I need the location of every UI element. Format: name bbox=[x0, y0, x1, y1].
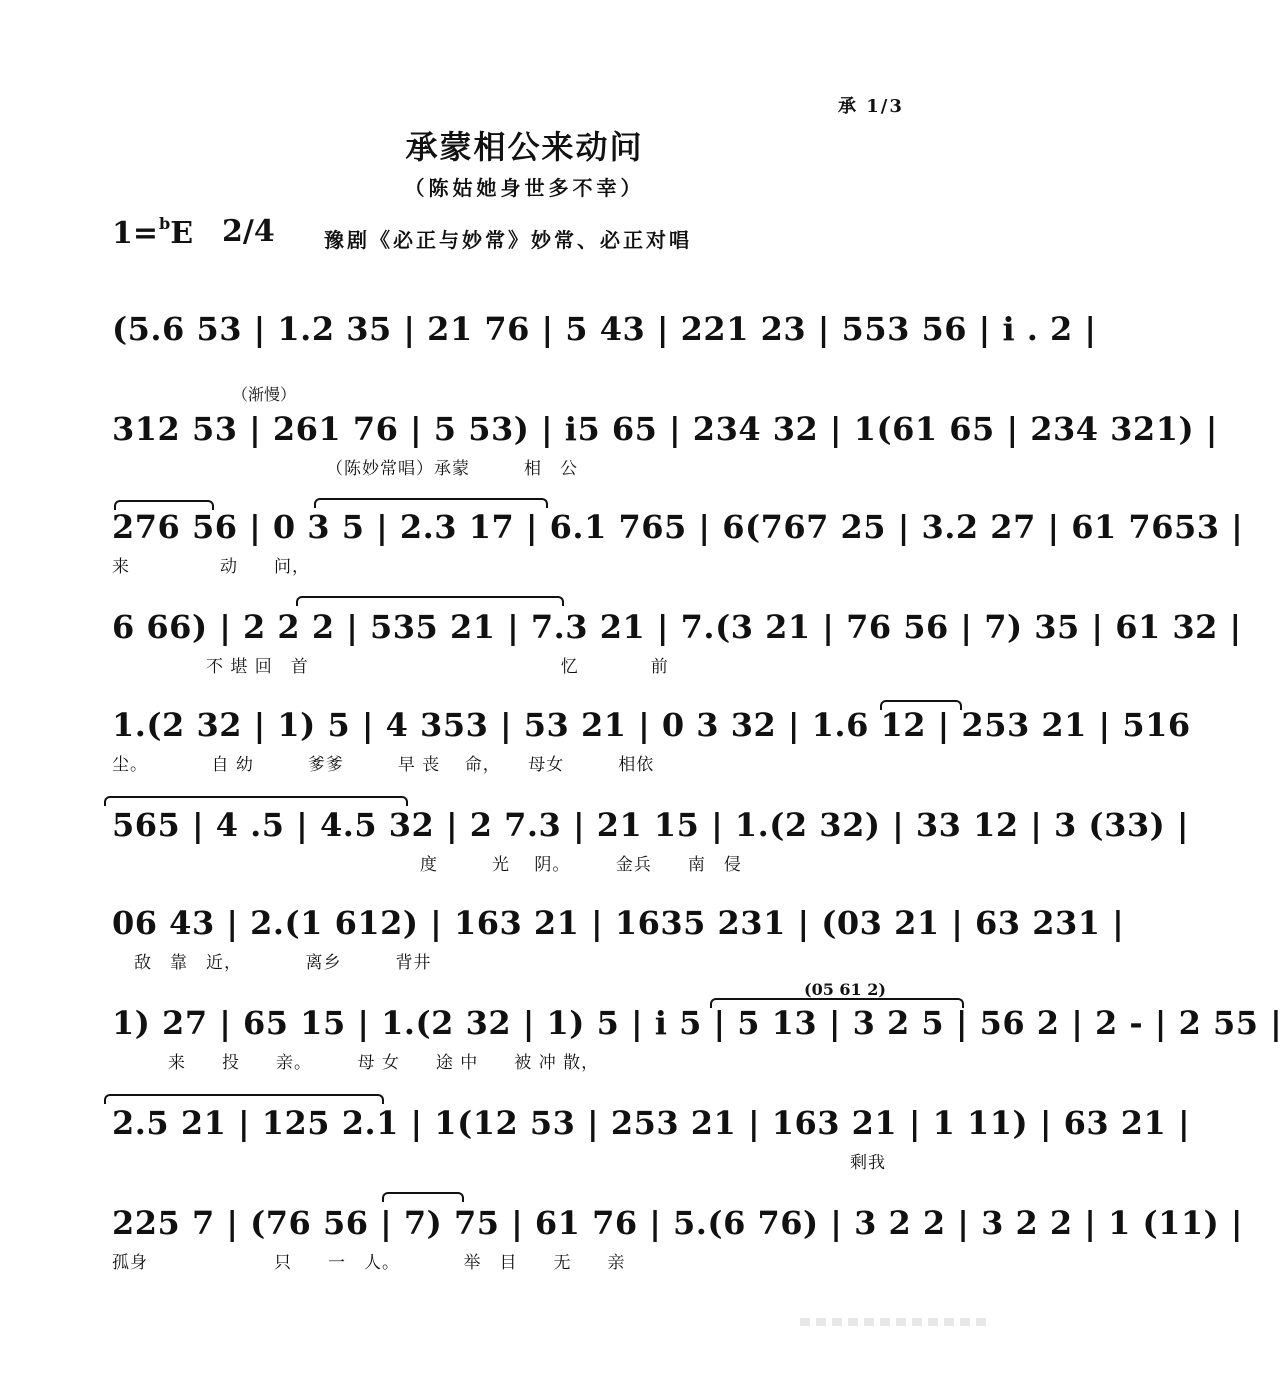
score-line-8 bbox=[0, 1004, 1282, 1094]
song-subtitle: （陈姑她身世多不幸） bbox=[404, 176, 645, 200]
watermark bbox=[800, 1318, 990, 1326]
slur-mark bbox=[296, 596, 564, 606]
notation: 312 53 | 261 76 | 5 53) | i5 65 | 234 32 | 1(61 65 | 234 321) | bbox=[112, 410, 1218, 448]
key-signature bbox=[112, 214, 193, 251]
score-line-6 bbox=[0, 806, 1190, 896]
lyrics: 来 动 问， bbox=[112, 557, 310, 577]
notation: (5.6 53 | 1.2 35 | 21 76 | 5 43 | 221 23 | 553 56 | i . 2 | bbox=[112, 310, 1097, 348]
score-line-10 bbox=[0, 1204, 1244, 1294]
notation: 565 | 4 .5 | 4.5 32 | 2 7.3 | 21 15 | 1.(2 32) | 33 12 | 3 (33) | bbox=[112, 806, 1190, 844]
slur-mark bbox=[104, 1094, 384, 1104]
notation: 225 7 | (76 56 | 7) 75 | 61 76 | 5.(6 76) | 3 2 2 | 3 2 2 | 1 (11) | bbox=[112, 1204, 1244, 1242]
slur-mark bbox=[114, 500, 214, 510]
time-signature: 2/4 bbox=[222, 214, 275, 249]
lyrics: 不 堪 回 首 忆 前 bbox=[206, 657, 669, 677]
song-title: 承蒙相公来动问 bbox=[405, 128, 644, 166]
bracket-annotation: (05 61 2) bbox=[804, 980, 886, 999]
lyrics: 孤身 只 一 人。 举 目 无 亲 bbox=[112, 1253, 626, 1273]
score-line-4 bbox=[0, 608, 1242, 698]
score-line-9 bbox=[0, 1104, 1191, 1194]
score-line-5 bbox=[0, 706, 1191, 796]
slur-mark bbox=[382, 1192, 464, 1202]
notation: 1) 27 | 65 15 | 1.(2 32 | 1) 5 | i 5 | 5 13 | 3 2 5 | 56 2 | 2 - | 2 55 | bbox=[112, 1004, 1282, 1042]
notation: 6 66) | 2 2 2 | 535 21 | 7.3 21 | 7.(3 21 | 76 56 | 7) 35 | 61 32 | bbox=[112, 608, 1242, 646]
notation: 06 43 | 2.(1 612) | 163 21 | 1635 231 | (03 21 | 63 231 | bbox=[112, 904, 1125, 942]
slur-mark bbox=[314, 498, 548, 508]
key-flat: b bbox=[159, 214, 171, 233]
lyrics: 敌 靠 近， 离乡 背井 bbox=[134, 953, 432, 973]
slur-mark bbox=[104, 796, 408, 806]
notation: 276 56 | 0 3 5 | 2.3 17 | 6.1 765 | 6(767 25 | 3.2 27 | 61 7653 | bbox=[112, 508, 1244, 546]
key-label: 1= bbox=[112, 216, 159, 251]
slur-mark bbox=[710, 998, 964, 1008]
slur-mark bbox=[880, 700, 962, 710]
lyrics: 来 投 亲。 母 女 途 中 被 冲 散， bbox=[168, 1053, 600, 1073]
lyrics: 剩我 bbox=[850, 1153, 886, 1173]
key-note: E bbox=[170, 216, 194, 251]
page-number: 承 1/3 bbox=[838, 96, 904, 117]
notation: 2.5 21 | 125 2.1 | 1(12 53 | 253 21 | 163 21 | 1 11) | 63 21 | bbox=[112, 1104, 1191, 1142]
lyrics: 度 光 阴。 金兵 南 侵 bbox=[420, 855, 742, 875]
source-note: 豫剧《必正与妙常》妙常、必正对唱 bbox=[324, 228, 692, 252]
tempo-annotation: （渐慢） bbox=[232, 385, 297, 404]
score-line-7 bbox=[0, 904, 1125, 994]
lyrics: 尘。 自 幼 爹爹 早 丧 命， 母女 相依 bbox=[112, 755, 655, 775]
lyrics: （陈妙常唱）承蒙 相 公 bbox=[326, 459, 578, 479]
score-line-3 bbox=[0, 508, 1244, 598]
score-line-1 bbox=[0, 310, 1097, 400]
score-line-2 bbox=[0, 410, 1218, 500]
notation: 1.(2 32 | 1) 5 | 4 353 | 53 21 | 0 3 32 | 1.6 12 | 253 21 | 516 bbox=[112, 706, 1191, 744]
